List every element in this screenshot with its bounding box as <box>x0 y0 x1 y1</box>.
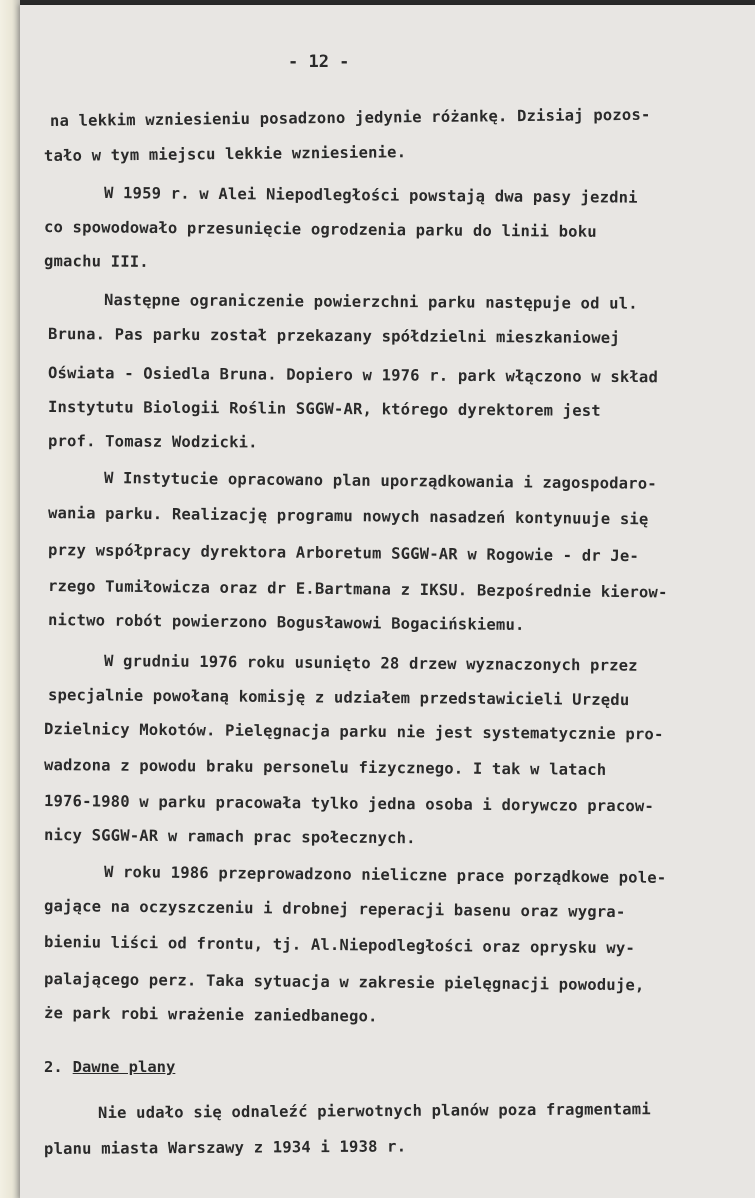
text-line: nicy SGGW-AR w ramach prac społecznych. <box>43 826 416 848</box>
text-line: wania parku. Realizację programu nowych nasadzeń kontynuuje się <box>47 504 649 529</box>
text-line: W 1959 r. w Alei Niepodległości powstają dwa pasy jezdni <box>103 184 638 207</box>
text-line: Instytutu Biologii Roślin SGGW-AR, którego dyrektorem jest <box>47 398 601 420</box>
text-line: wadzona z powodu braku personelu fizycznego. I tak w latach <box>43 756 607 779</box>
text-line: palającego perz. Taka sytuacja w zakresie pielęgnacji powoduje, <box>43 970 645 995</box>
text-line: Dzielnicy Mokotów. Pielęgnacja parku nie jest systematycznie pro- <box>43 720 664 744</box>
section-number: 2. <box>44 1058 63 1076</box>
page-number: - 12 - <box>288 52 350 72</box>
text-line: Nie udało się odnaleźć pierwotnych planów poza fragmentami <box>97 1100 651 1122</box>
text-line: specjalnie powołaną komisję z udziałem przedstawicieli Urzędu <box>47 686 630 710</box>
text-line: Oświata - Osiedla Bruna. Dopiero w 1976 r. park włączono w skład <box>47 364 659 387</box>
binding-edge <box>0 0 20 1198</box>
text-line: tało w tym miejscu lekkie wzniesienie. <box>43 143 407 165</box>
text-line: rzego Tumiłowicza oraz dr E.Bartmana z IKSU. Bezpośrednie kierow- <box>47 577 668 602</box>
text-line: na lekkim wzniesieniu posadzono jedynie różankę. Dzisiaj pozos- <box>49 105 651 130</box>
text-line: przy współpracy dyrektora Arboretum SGGW-AR w Rogowie - dr Je- <box>47 541 640 566</box>
text-line: W grudniu 1976 roku usunięto 28 drzew wyznaczonych przez <box>103 652 638 675</box>
text-line: planu miasta Warszawy z 1934 i 1938 r. <box>43 1137 407 1158</box>
text-line: prof. Tomasz Wodzicki. <box>47 432 258 452</box>
text-line: co spowodowało przesunięcie ogrodzenia parku do linii boku <box>43 218 597 241</box>
text-line: 1976-1980 w parku pracowała tylko jedna osoba i dorywczo pracow- <box>43 792 655 816</box>
text-line: W Instytucie opracowano plan uporządkowania i zagospodaro- <box>103 469 657 493</box>
section-heading <box>44 1058 175 1076</box>
text-line: gające na oczyszczeniu i drobnej reperacji basenu oraz wygra- <box>43 897 626 922</box>
section-title: Dawne plany <box>72 1058 176 1076</box>
text-line: nictwo robót powierzono Bogusławowi Bogacińskiemu. <box>47 611 525 634</box>
text-line: bieniu liści od frontu, tj. Al.Niepodległości oraz oprysku wy- <box>43 933 636 958</box>
text-line: Bruna. Pas parku został przekazany spółdzielni mieszkaniowej <box>47 325 620 347</box>
text-line: że park robi wrażenie zaniedbanego. <box>43 1004 378 1026</box>
text-line: W roku 1986 przeprowadzono nieliczne prace porządkowe pole- <box>103 863 667 887</box>
text-line: gmachu III. <box>43 252 149 271</box>
text-line: Następne ograniczenie powierzchni parku następuje od ul. <box>103 291 638 313</box>
